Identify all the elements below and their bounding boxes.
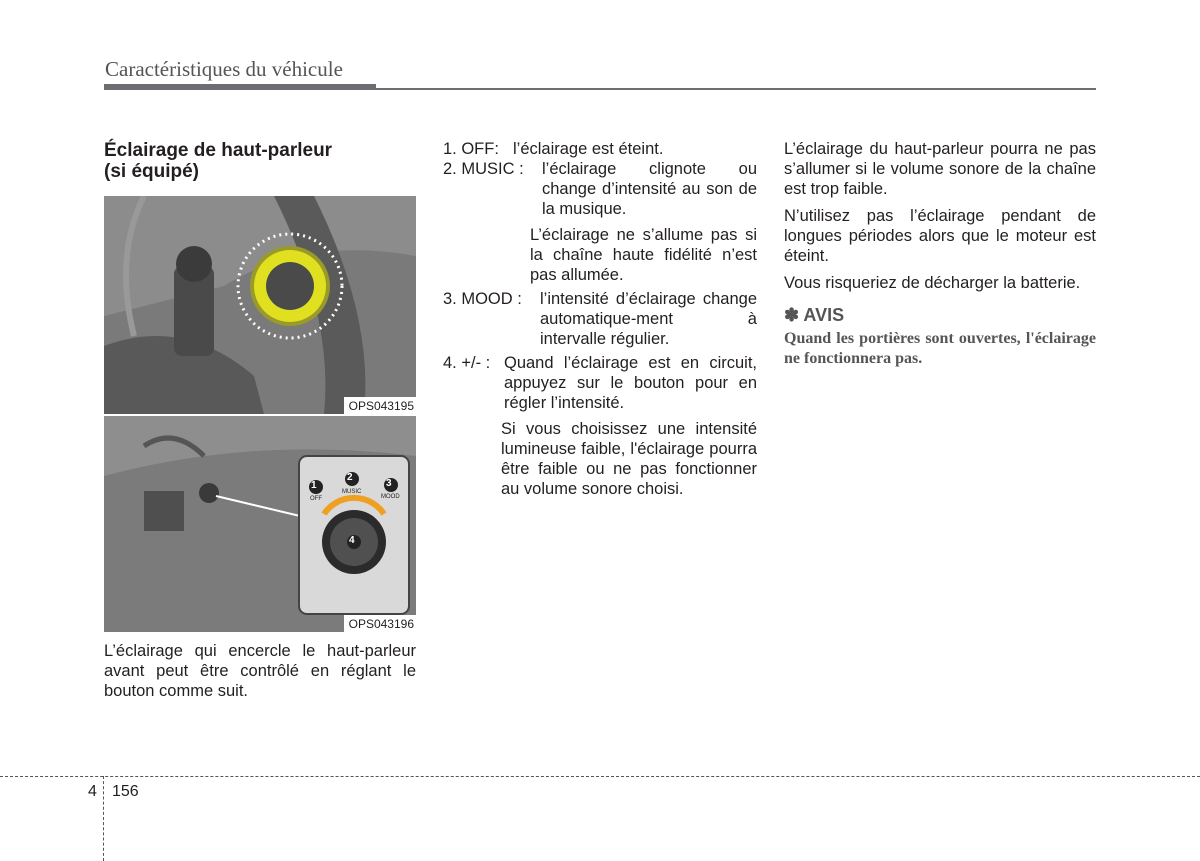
figure-light-knob bbox=[104, 416, 416, 632]
settings-list bbox=[443, 139, 757, 499]
figure-label: OPS043196 bbox=[344, 615, 416, 632]
list-item: 3. MOOD : l’intensité d’éclairage change automatique-ment à intervalle régulier. bbox=[443, 290, 757, 348]
intro-paragraph: L’éclairage qui encercle le haut-parleur avant peut être contrôlé en réglant le bouton comme suit. bbox=[104, 642, 416, 700]
section-heading: Éclairage de haut-parleur (si équipé) bbox=[104, 140, 333, 182]
page-header-title: Caractéristiques du véhicule bbox=[105, 57, 343, 81]
notice-title: ✽ AVIS bbox=[784, 305, 845, 325]
speaker-illustration bbox=[104, 196, 416, 414]
note-paragraph: L’éclairage du haut-parleur pourra ne pas s’allumer si le volume sonore de la chaîne est trop faible. bbox=[784, 140, 1096, 198]
notice-text: Quand les portières sont ouvertes, l'éclairage ne fonctionnera pas. bbox=[784, 330, 1096, 367]
list-item: 1. OFF: l’éclairage est éteint. bbox=[443, 140, 664, 158]
knob-label-2: 2 bbox=[347, 472, 353, 483]
figure-label: OPS043195 bbox=[344, 397, 416, 414]
header-rule-thin bbox=[376, 88, 1096, 90]
knob-illustration bbox=[104, 416, 416, 632]
knob-small-off: OFF bbox=[310, 496, 322, 502]
chapter-number: 4 bbox=[88, 783, 97, 800]
notes-column bbox=[784, 139, 1096, 369]
knob-label-1: 1 bbox=[311, 480, 317, 491]
footer-vertical-rule bbox=[103, 776, 104, 861]
note-paragraph: N’utilisez pas l’éclairage pendant de longues périodes alors que le moteur est éteint. bbox=[784, 207, 1096, 265]
footer-rule bbox=[0, 776, 1200, 777]
list-item: 4. +/- : Quand l’éclairage est en circuit, appuyez sur le bouton pour en régler l’intensité. Si vous choisissez une intensité lumineuse faible, l'éclairage pourra être faible ou ne pas fonctionner au volume sonore choisi. bbox=[443, 354, 757, 498]
note-paragraph: Vous risqueriez de décharger la batterie. bbox=[784, 274, 1081, 292]
knob-label-4: 4 bbox=[349, 535, 355, 546]
header-rule bbox=[104, 84, 376, 90]
list-item: 2. MUSIC : l’éclairage clignote ou change d’intensité au son de la musique. L’éclairage ne s’allume pas si la chaîne haute fidélité n’est pas allumée. bbox=[443, 160, 757, 284]
page-number: 156 bbox=[112, 783, 139, 800]
knob-label-3: 3 bbox=[386, 478, 392, 489]
knob-small-music: MUSIC bbox=[342, 489, 362, 495]
knob-small-mood: MOOD bbox=[381, 494, 400, 500]
figure-speaker-light bbox=[104, 196, 416, 414]
